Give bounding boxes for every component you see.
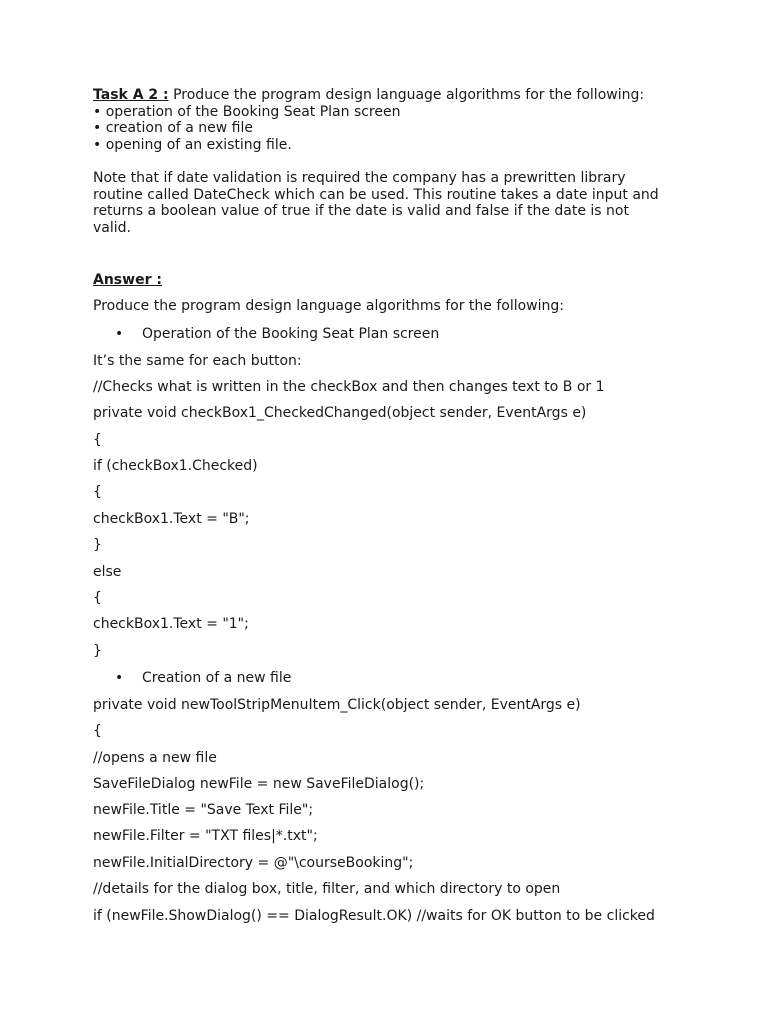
bullet-text: Operation of the Booking Seat Plan screen: [142, 326, 440, 342]
note-line: routine called DateCheck which can be used. This routine takes a date input and: [93, 186, 659, 203]
bullet-dot: •: [115, 326, 124, 342]
code-line: private void checkBox1_CheckedChanged(object sender, EventArgs e): [93, 405, 587, 421]
code-line: {: [93, 432, 102, 448]
task-heading-line: [93, 87, 693, 104]
answer-heading: Answer :: [93, 272, 162, 288]
bullet-text: Creation of a new file: [142, 670, 292, 686]
code-line: }: [93, 643, 102, 659]
code-line: //opens a new file: [93, 750, 217, 766]
code-line: if (checkBox1.Checked): [93, 458, 258, 474]
task-bullet: • creation of a new file: [93, 120, 253, 136]
code-line: //details for the dialog box, title, filter, and which directory to open: [93, 881, 561, 897]
task-intro: Produce the program design language algorithms for the following:: [168, 87, 645, 103]
bullet-dot: •: [115, 670, 124, 686]
note-block: [93, 170, 693, 236]
note-line: valid.: [93, 219, 131, 236]
code-line: }: [93, 537, 102, 553]
code-line: checkBox1.Text = "B";: [93, 511, 250, 527]
task-bullet: • operation of the Booking Seat Plan screen: [93, 103, 401, 120]
code-line: It’s the same for each button:: [93, 353, 302, 369]
code-line: SaveFileDialog newFile = new SaveFileDialog();: [93, 776, 425, 792]
note-line: returns a boolean value of true if the date is valid and false if the date is not: [93, 203, 629, 219]
note-line: Note that if date validation is required the company has a prewritten library: [93, 170, 626, 186]
task-block: [93, 87, 693, 153]
code-line: {: [93, 484, 102, 500]
code-line: private void newToolStripMenuItem_Click(object sender, EventArgs e): [93, 697, 581, 713]
code-line: else: [93, 564, 122, 580]
code-line: {: [93, 723, 102, 739]
code-line: newFile.Filter = "TXT files|*.txt";: [93, 828, 318, 844]
code-line: //Checks what is written in the checkBox and then changes text to B or 1: [93, 379, 605, 395]
code-line: checkBox1.Text = "1";: [93, 616, 249, 632]
code-line: newFile.Title = "Save Text File";: [93, 802, 314, 818]
code-line: if (newFile.ShowDialog() == DialogResult.OK) //waits for OK button to be clicked: [93, 908, 655, 924]
code-line: newFile.InitialDirectory = @"\courseBooking";: [93, 855, 414, 871]
answer-intro: Produce the program design language algorithms for the following:: [93, 298, 564, 314]
task-heading: Task A 2 :: [93, 87, 169, 103]
task-bullet: • opening of an existing file.: [93, 136, 292, 153]
code-line: {: [93, 590, 102, 606]
